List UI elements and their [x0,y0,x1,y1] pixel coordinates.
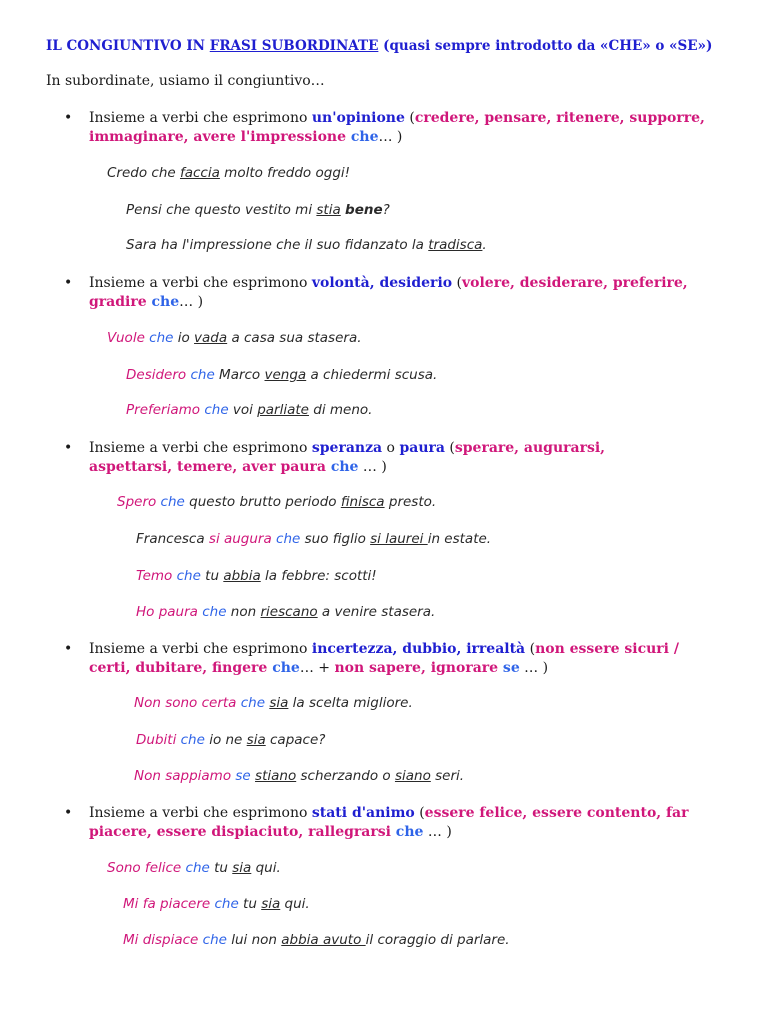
bullet-dot: • [64,275,73,291]
example-sentence: Desidero che Marco venga a chiedermi scusa. [126,367,438,383]
example-sentence: Spero che questo brutto periodo finisca presto. [117,494,437,510]
bullet-incertezza [64,640,724,678]
bullet-text: Insieme a verbi che esprimono speranza o paura (sperare, augurarsi, aspettarsi, temere, aver paura che … ) [89,440,606,475]
example-sentence: Non sappiamo se stiano scherzando o siano seri. [134,768,465,784]
bullet-opinione [64,109,724,147]
bullet-dot: • [64,440,73,456]
example-sentence: Mi fa piacere che tu sia qui. [123,896,310,912]
bullet-stati-animo [64,804,724,842]
example-sentence: Temo che tu abbia la febbre: scotti! [136,568,377,584]
bullet-dot: • [64,805,73,821]
title-part: (quasi sempre introdotto da «CHE» o «SE») [378,38,713,54]
bullet-text: Insieme a verbi che esprimono incertezza, dubbio, irrealtà (non essere sicuri / certi, dubitare, fingere che… + non sapere, ignorare se … ) [89,641,679,676]
bullet-text: Insieme a verbi che esprimono volontà, desiderio (volere, desiderare, preferire, gradire che… ) [89,275,688,310]
bullet-speranza [64,439,724,477]
example-sentence: Non sono certa che sia la scelta migliore. [134,695,413,711]
example-sentence: Vuole che io vada a casa sua stasera. [107,330,362,346]
page-title [46,38,746,54]
bullet-dot: • [64,641,73,657]
example-sentence: Francesca si augura che suo figlio si laurei in estate. [136,531,492,547]
example-sentence: Mi dispiace che lui non abbia avuto il coraggio di parlare. [123,932,510,948]
bullet-volonta [64,274,724,312]
title-underlined: FRASI SUBORDINATE [209,38,379,54]
bullet-dot: • [64,110,73,126]
intro-text: In subordinate, usiamo il congiuntivo… [46,73,325,89]
example-sentence: Preferiamo che voi parliate di meno. [126,402,373,418]
example-sentence: Sara ha l'impressione che il suo fidanzato la tradisca. [126,237,487,253]
bullet-text: Insieme a verbi che esprimono stati d'animo (essere felice, essere contento, far piacere, essere dispiaciuto, rallegrarsi che … ) [89,805,689,840]
example-sentence: Ho paura che non riescano a venire stasera. [136,604,436,620]
title-part: IL CONGIUNTIVO IN [46,38,210,54]
example-sentence: Sono felice che tu sia qui. [107,860,281,876]
example-sentence: Credo che faccia molto freddo oggi! [107,165,351,181]
example-sentence: Pensi che questo vestito mi stia bene? [126,202,390,218]
bullet-text: Insieme a verbi che esprimono un'opinione (credere, pensare, ritenere, supporre, immaginare, avere l'impressione che… ) [89,110,705,145]
example-sentence: Dubiti che io ne sia capace? [136,732,326,748]
